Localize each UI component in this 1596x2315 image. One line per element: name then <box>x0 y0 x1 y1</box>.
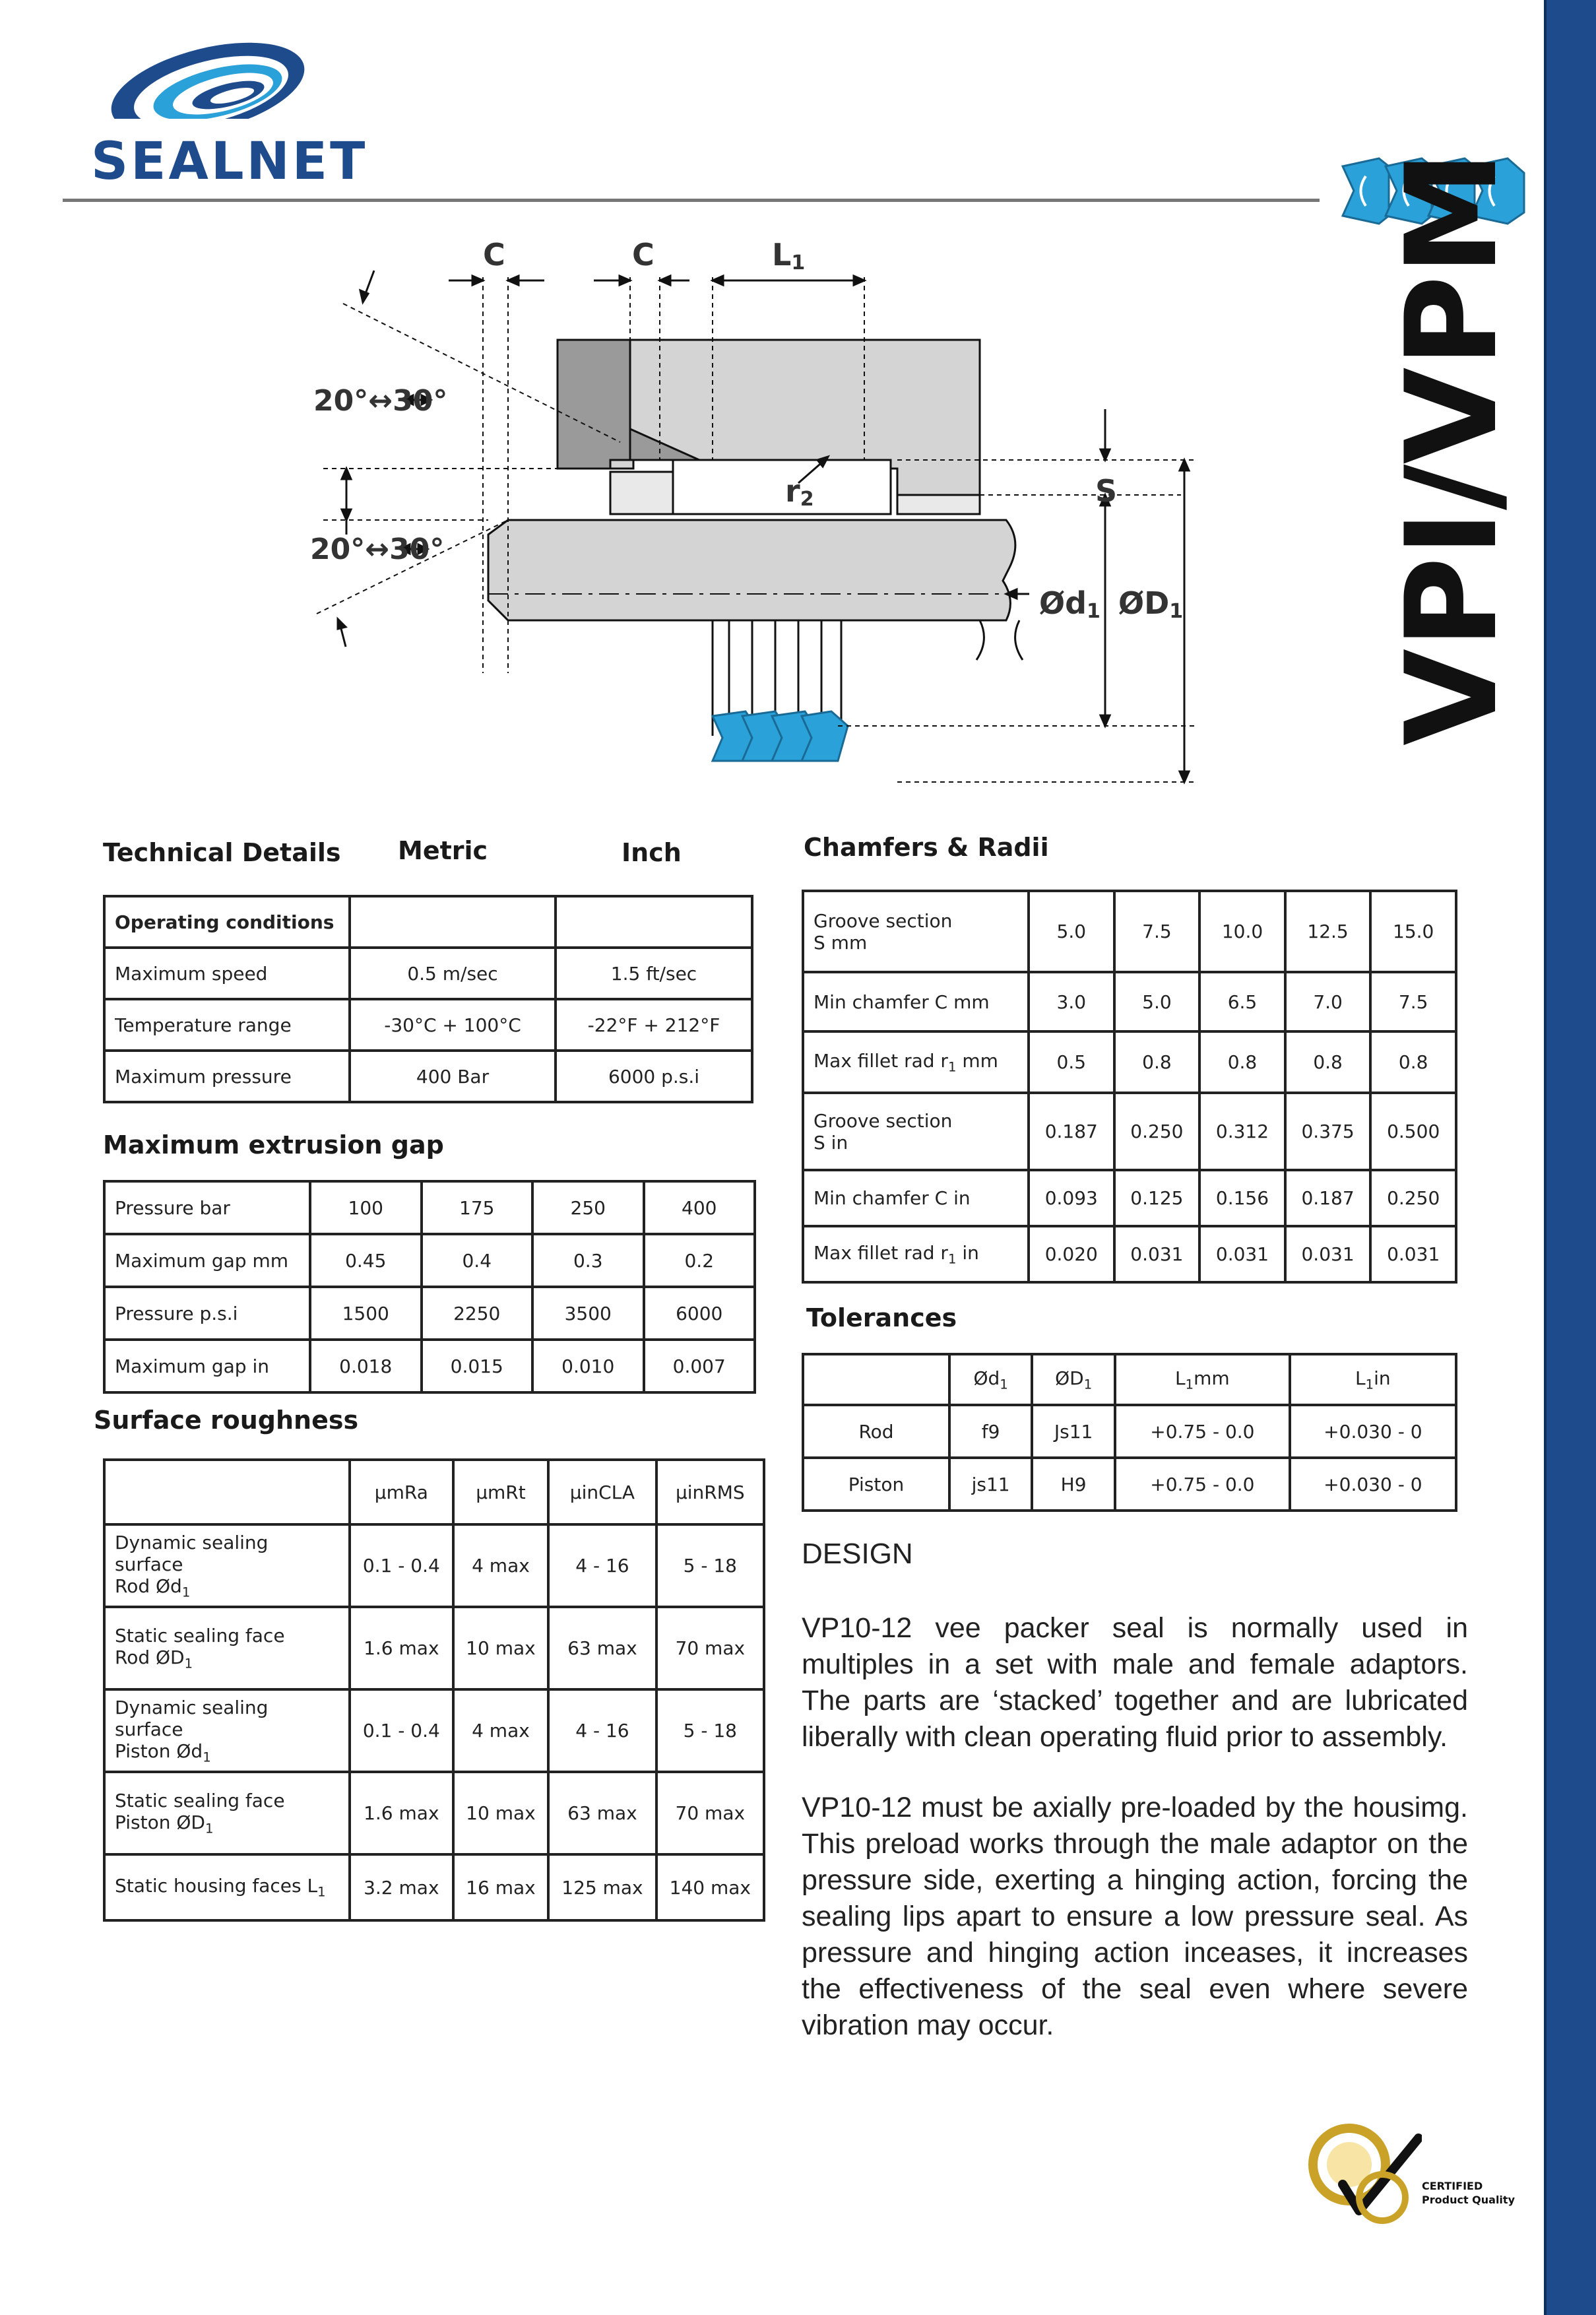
table-cell: 7.5 <box>1114 891 1200 972</box>
design-paragraph-2: VP10-12 must be axially pre-loaded by the housimg. This preload works through the male adaptor on the pressure side, exerting a hinging action, forcing the sealing lips apart to ensure a low pressure seal. As pressure and hinging action inceases, it increases the effectiveness of the seal even where severe vibration may occur. <box>802 1792 1468 2041</box>
table-cell: Groove section S mm <box>803 891 1029 972</box>
table-cell: 0.4 <box>422 1234 533 1287</box>
sealnet-logo-icon <box>92 26 310 139</box>
surface-roughness-title: Surface roughness <box>94 1406 359 1435</box>
table-row <box>104 948 752 999</box>
extrusion-gap-table <box>103 1180 756 1394</box>
table-row <box>104 1234 755 1287</box>
label-angle-top: 20°↔30° <box>313 384 448 418</box>
table-cell: 0.500 <box>1370 1093 1456 1170</box>
table-cell: +0.030 - 0 <box>1290 1405 1456 1458</box>
table-cell: H9 <box>1032 1458 1115 1511</box>
table-cell: 2250 <box>422 1287 533 1340</box>
design-paragraph-1: VP10-12 vee packer seal is normally used in multiples in a set with male and female adaptors. The parts are ‘stacked’ together and are lubricated liberally with clean operating fluid prior to assembly. <box>802 1612 1468 1753</box>
table-row <box>104 1689 764 1772</box>
table-cell: 0.031 <box>1199 1226 1285 1282</box>
table-header <box>104 1460 350 1524</box>
table-cell: 63 max <box>548 1772 656 1854</box>
table-row <box>803 1458 1456 1511</box>
table-row <box>803 1170 1456 1226</box>
table-cell: +0.030 - 0 <box>1290 1458 1456 1511</box>
table-cell: Rod <box>803 1405 949 1458</box>
chamfers-radii-title: Chamfers & Radii <box>804 833 1049 862</box>
table-cell: Maximum pressure <box>104 1051 350 1102</box>
table-cell: Temperature range <box>104 999 350 1051</box>
table-cell <box>350 896 556 948</box>
table-cell: 3500 <box>532 1287 644 1340</box>
label-angle-bottom: 20°↔30° <box>310 533 445 566</box>
table-cell: 0.125 <box>1114 1170 1200 1226</box>
label-radius: r2 <box>785 473 814 511</box>
table-row <box>104 1524 764 1607</box>
table-row <box>803 972 1456 1031</box>
table-cell: 6.5 <box>1199 972 1285 1031</box>
table-row <box>104 1854 764 1920</box>
table-cell: 1.6 max <box>350 1607 453 1689</box>
technical-details-inch-heading: Inch <box>622 838 682 867</box>
table-cell: Pressure p.s.i <box>104 1287 310 1340</box>
table-cell: 0.8 <box>1199 1031 1285 1093</box>
table-cell: 0.3 <box>532 1234 644 1287</box>
table-cell: 7.0 <box>1285 972 1371 1031</box>
table-cell: 250 <box>532 1181 644 1234</box>
label-section: S <box>1095 473 1118 509</box>
table-cell: 10 max <box>453 1772 549 1854</box>
table-cell: Operating conditions <box>104 896 350 948</box>
table-cell: 0.010 <box>532 1340 644 1392</box>
table-cell: 5 - 18 <box>656 1689 764 1772</box>
table-row <box>803 1354 1456 1405</box>
table-cell: 7.5 <box>1370 972 1456 1031</box>
technical-details-title: Technical Details <box>103 838 341 867</box>
table-cell: 0.007 <box>644 1340 755 1392</box>
table-row <box>803 1093 1456 1170</box>
extrusion-gap-title: Maximum extrusion gap <box>103 1130 444 1159</box>
table-row <box>803 1405 1456 1458</box>
table-cell: 4 max <box>453 1524 549 1607</box>
table-cell: 125 max <box>548 1854 656 1920</box>
table-cell: 0.031 <box>1285 1226 1371 1282</box>
table-header: $L_1in$ <box>1290 1354 1456 1405</box>
table-cell: Groove section S in <box>803 1093 1029 1170</box>
table-cell: 0.8 <box>1114 1031 1200 1093</box>
table-cell: 1500 <box>310 1287 422 1340</box>
table-cell: 0.5 m/sec <box>350 948 556 999</box>
table-header: $L_1mm$ <box>1115 1354 1290 1405</box>
table-cell: +0.75 - 0.0 <box>1115 1405 1290 1458</box>
table-cell: 0.8 <box>1285 1031 1371 1093</box>
table-cell: 0.187 <box>1029 1093 1114 1170</box>
table-cell: 70 max <box>656 1607 764 1689</box>
table-header: $Ød_1$ <box>949 1354 1032 1405</box>
table-cell: 1.5 ft/sec <box>556 948 752 999</box>
label-chamfer-right: C <box>632 237 654 273</box>
table-cell: 3.2 max <box>350 1854 453 1920</box>
table-cell: js11 <box>949 1458 1032 1511</box>
table-cell: 0.250 <box>1114 1093 1200 1170</box>
table-cell: 0.250 <box>1370 1170 1456 1226</box>
tolerances-table <box>802 1353 1457 1512</box>
table-row <box>104 1460 764 1524</box>
table-cell: 12.5 <box>1285 891 1371 972</box>
table-cell: Max fillet rad $r_1$ in <box>803 1226 1029 1282</box>
technical-details-metric-heading: Metric <box>398 836 488 865</box>
table-cell: 6000 <box>644 1287 755 1340</box>
table-header: µmRa <box>350 1460 453 1524</box>
table-cell <box>556 896 752 948</box>
table-cell: 0.2 <box>644 1234 755 1287</box>
label-length: L1 <box>772 237 806 275</box>
table-cell: 3.0 <box>1029 972 1114 1031</box>
table-cell: 0.015 <box>422 1340 533 1392</box>
table-row <box>104 1607 764 1689</box>
table-row <box>104 1340 755 1392</box>
table-cell: Js11 <box>1032 1405 1115 1458</box>
table-cell: 0.1 - 0.4 <box>350 1689 453 1772</box>
table-header: µinCLA <box>548 1460 656 1524</box>
table-row <box>803 891 1456 972</box>
label-rod-diameter: Ød1 <box>1039 585 1101 623</box>
surface-roughness-table <box>103 1458 765 1922</box>
table-cell: 400 <box>644 1181 755 1234</box>
table-cell: f9 <box>949 1405 1032 1458</box>
table-cell: 0.031 <box>1370 1226 1456 1282</box>
table-cell: Dynamic sealing surface Rod $Ød_1$ <box>104 1524 350 1607</box>
table-cell: 0.020 <box>1029 1226 1114 1282</box>
table-cell: 10 max <box>453 1607 549 1689</box>
table-cell: Min chamfer C in <box>803 1170 1029 1226</box>
table-cell: Max fillet rad $r_1$ mm <box>803 1031 1029 1093</box>
table-row <box>104 1051 752 1102</box>
table-cell: 0.312 <box>1199 1093 1285 1170</box>
table-cell: 63 max <box>548 1607 656 1689</box>
table-cell: 16 max <box>453 1854 549 1920</box>
table-cell: Min chamfer C mm <box>803 972 1029 1031</box>
table-cell: 4 max <box>453 1689 549 1772</box>
table-cell: Maximum speed <box>104 948 350 999</box>
label-chamfer-left: C <box>483 237 505 273</box>
table-row <box>104 1772 764 1854</box>
table-cell: -22°F + 212°F <box>556 999 752 1051</box>
brand-name: SEALNET <box>91 132 368 191</box>
table-row <box>803 1226 1456 1282</box>
table-row <box>104 999 752 1051</box>
header-divider <box>63 199 1320 202</box>
product-code-title: VPI/VPM <box>1379 150 1525 746</box>
side-stripe <box>1544 0 1596 2315</box>
certified-line-2: Product Quality <box>1422 2194 1515 2206</box>
table-cell: Pressure bar <box>104 1181 310 1234</box>
table-cell: 0.018 <box>310 1340 422 1392</box>
table-cell: 6000 p.s.i <box>556 1051 752 1102</box>
table-cell: 0.093 <box>1029 1170 1114 1226</box>
table-cell: 0.156 <box>1199 1170 1285 1226</box>
table-header: $ØD_1$ <box>1032 1354 1115 1405</box>
table-cell: 4 - 16 <box>548 1524 656 1607</box>
table-cell: 0.375 <box>1285 1093 1371 1170</box>
table-cell: 140 max <box>656 1854 764 1920</box>
table-cell: Static sealing face Piston $ØD_1$ <box>104 1772 350 1854</box>
label-housing-diameter: ØD1 <box>1118 585 1184 623</box>
table-cell: 100 <box>310 1181 422 1234</box>
table-cell: Static housing faces $L_1$ <box>104 1854 350 1920</box>
table-row <box>104 1181 755 1234</box>
table-cell: Piston <box>803 1458 949 1511</box>
table-cell: Static sealing face Rod $ØD_1$ <box>104 1607 350 1689</box>
table-cell: Dynamic sealing surface Piston $Ød_1$ <box>104 1689 350 1772</box>
table-cell: Maximum gap in <box>104 1340 310 1392</box>
table-header: µmRt <box>453 1460 549 1524</box>
table-cell: 0.45 <box>310 1234 422 1287</box>
table-row <box>104 896 752 948</box>
table-cell: 0.5 <box>1029 1031 1114 1093</box>
certified-label <box>1422 2179 1515 2207</box>
table-cell: 400 Bar <box>350 1051 556 1102</box>
table-cell: 175 <box>422 1181 533 1234</box>
table-cell: 70 max <box>656 1772 764 1854</box>
table-cell: +0.75 - 0.0 <box>1115 1458 1290 1511</box>
table-cell: 5 - 18 <box>656 1524 764 1607</box>
table-cell: 0.8 <box>1370 1031 1456 1093</box>
table-cell: 0.187 <box>1285 1170 1371 1226</box>
certified-quality-icon <box>1296 2112 1422 2231</box>
table-cell: 15.0 <box>1370 891 1456 972</box>
certified-line-1: CERTIFIED <box>1422 2180 1483 2192</box>
seal-groove-diagram <box>290 224 1254 792</box>
table-cell: 5.0 <box>1029 891 1114 972</box>
table-cell: Maximum gap mm <box>104 1234 310 1287</box>
technical-details-table <box>103 895 753 1103</box>
tolerances-title: Tolerances <box>806 1303 957 1332</box>
table-row <box>104 1287 755 1340</box>
table-row <box>803 1031 1456 1093</box>
table-header <box>803 1354 949 1405</box>
table-cell: 0.1 - 0.4 <box>350 1524 453 1607</box>
table-cell: 1.6 max <box>350 1772 453 1854</box>
table-cell: 10.0 <box>1199 891 1285 972</box>
table-cell: 4 - 16 <box>548 1689 656 1772</box>
table-cell: 0.031 <box>1114 1226 1200 1282</box>
table-cell: 5.0 <box>1114 972 1200 1031</box>
chamfers-radii-table <box>802 890 1457 1284</box>
table-cell: -30°C + 100°C <box>350 999 556 1051</box>
table-header: µinRMS <box>656 1460 764 1524</box>
design-heading: DESIGN <box>802 1538 913 1570</box>
